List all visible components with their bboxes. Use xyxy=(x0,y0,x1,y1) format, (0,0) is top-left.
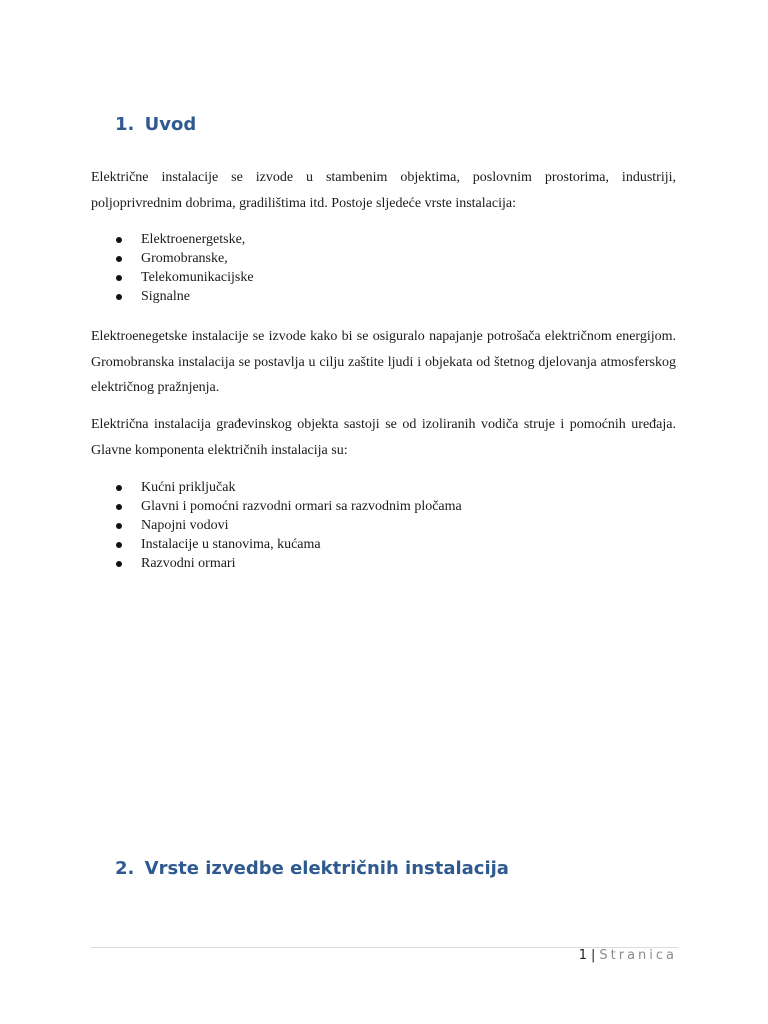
energy-installation-paragraph: Elektroenegetske instalacije se izvode kako bi se osiguralo napajanje potrošača električnom energijom. Gromobranska instalacija se postavlja u cilju zaštite ljudi i objekata od štetnog djelovanja atmosferskog električnog pražnjenja. xyxy=(91,329,676,395)
section-2-title: Vrste izvedbe električnih instalacija xyxy=(144,858,509,879)
bullet-icon xyxy=(116,256,122,262)
page-footer xyxy=(579,948,677,963)
list-item: Signalne xyxy=(116,287,254,306)
bullet-icon xyxy=(116,485,122,491)
list-item: Kućni priključak xyxy=(116,478,462,497)
intro-paragraph: Električne instalacije se izvode u stambenim objektima, poslovnim prostorima, industriji, poljoprivrednim dobrima, gradilištima itd. Postoje sljedeće vrste instalacija: xyxy=(91,170,676,211)
page-number: 1 xyxy=(578,948,587,963)
installation-types-list xyxy=(116,230,254,306)
bullet-icon xyxy=(116,542,122,548)
list-item: Glavni i pomoćni razvodni ormari sa razvodnim pločama xyxy=(116,497,462,516)
list-item: Gromobranske, xyxy=(116,249,254,268)
section-1-number: 1. xyxy=(115,114,135,135)
bullet-icon xyxy=(116,237,122,243)
footer-separator: | xyxy=(590,948,596,963)
list-item: Telekomunikacijske xyxy=(116,268,254,287)
section-2-number: 2. xyxy=(115,858,135,879)
section-2-heading xyxy=(115,858,509,879)
section-1-heading xyxy=(115,114,196,135)
bullet-icon xyxy=(116,275,122,281)
section-1-title: Uvod xyxy=(144,114,197,135)
components-list xyxy=(116,478,462,573)
list-item: Instalacije u stanovima, kućama xyxy=(116,535,462,554)
bullet-icon xyxy=(116,294,122,300)
list-item: Napojni vodovi xyxy=(116,516,462,535)
page-word: Stranica xyxy=(599,948,677,963)
bullet-icon xyxy=(116,561,122,567)
components-intro-paragraph: Električna instalacija građevinskog objekta sastoji se od izoliranih vodiča struje i pomoćnih uređaja. Glavne komponenta električnih instalacija su: xyxy=(91,417,676,458)
bullet-icon xyxy=(116,523,122,529)
list-item: Elektroenergetske, xyxy=(116,230,254,249)
bullet-icon xyxy=(116,504,122,510)
list-item: Razvodni ormari xyxy=(116,554,462,573)
